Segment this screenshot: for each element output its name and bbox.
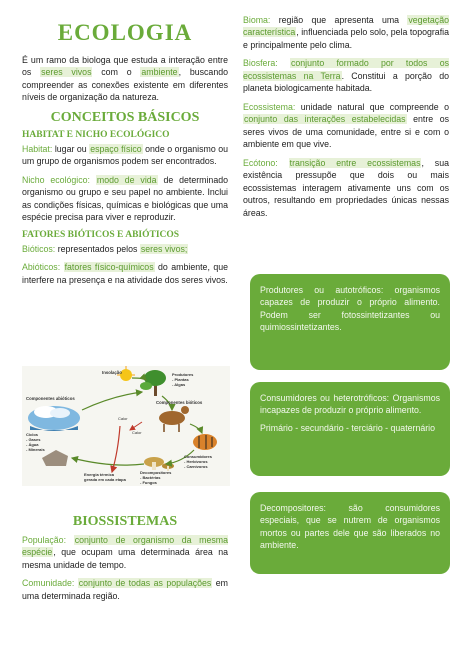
highlight: vegetação característica bbox=[243, 15, 449, 38]
intro-paragraph bbox=[22, 54, 228, 104]
text: de determinado organismo ou grupo e seu papel no ambiente. Inclui as condições físicas, químicas e biológicas que uma espécie precisa para viver e reproduzir. bbox=[22, 174, 229, 223]
label-consumidores-line: - Herbívoros bbox=[184, 459, 208, 464]
term-nicho: Nicho ecológico: bbox=[22, 174, 90, 185]
bioticos-paragraph bbox=[22, 243, 228, 255]
highlight: modo de vida bbox=[96, 174, 157, 185]
highlight: transição entre ecossistemas bbox=[289, 157, 421, 168]
label-insolacao: Insolação bbox=[102, 370, 122, 375]
intro-highlight-seres-vivos: seres vivos bbox=[41, 67, 92, 78]
label-ciclos bbox=[26, 432, 45, 452]
label-ciclos-line: - Minerais bbox=[26, 447, 45, 452]
label-calor: Calor bbox=[132, 430, 142, 435]
label-decompositores-line: - Fungos bbox=[140, 480, 157, 485]
intro-text: , buscando compreender as conexões existente em diferentes níveis de organização da natureza. bbox=[22, 67, 228, 103]
populacao-paragraph bbox=[22, 534, 228, 571]
term-biosfera: Biosfera: bbox=[243, 58, 278, 69]
text: do ambiente, que interfere na presença e na atividade dos seres vivos. bbox=[22, 262, 229, 285]
label-energia-line: Energia térmica bbox=[84, 472, 115, 477]
text: representados pelos bbox=[55, 243, 140, 254]
intro-text: É um ramo da biologa que estuda a interação entre os bbox=[22, 55, 228, 78]
habitat-paragraph bbox=[22, 143, 228, 168]
text bbox=[66, 535, 74, 545]
rock-icon bbox=[42, 450, 68, 466]
term-ecotono: Ecótono: bbox=[243, 157, 278, 168]
term-ecossistema: Ecossistema: bbox=[243, 101, 296, 112]
comunidade-paragraph bbox=[22, 577, 228, 602]
label-energia bbox=[84, 472, 127, 482]
term-comunidade: Comunidade: bbox=[22, 578, 75, 589]
tiger-icon bbox=[193, 434, 217, 450]
intro-text: com o bbox=[92, 67, 141, 78]
term-habitat: Habitat: bbox=[22, 143, 53, 154]
biossistemas-section bbox=[22, 508, 228, 608]
nicho-paragraph bbox=[22, 174, 228, 224]
highlight: conjunto das interações estabelecidas bbox=[244, 114, 406, 125]
subtitle-fatores: FATORES BIÓTICOS E ABIÓTICOS bbox=[22, 229, 180, 240]
deer-icon bbox=[159, 406, 189, 432]
label-ciclos-line: Ciclos bbox=[26, 432, 39, 437]
intro-highlight-ambiente: ambiente bbox=[141, 67, 178, 78]
label-ciclos-line: - Água bbox=[26, 442, 39, 447]
biosfera-paragraph bbox=[243, 57, 449, 94]
consumidores-text: Consumidores ou heterotróficos: Organismos incapazes de produzir o próprio alimento. bbox=[260, 393, 440, 416]
decompositores-box bbox=[250, 492, 450, 574]
term-bioticos: Bióticos: bbox=[22, 243, 56, 254]
ecotono-paragraph bbox=[243, 157, 449, 219]
highlight: seres vivos; bbox=[140, 243, 188, 254]
subtitle-habitat-nicho: HABITAT E NICHO ECOLÓGICO bbox=[22, 129, 170, 140]
text: unidade natural que compreende o bbox=[295, 101, 449, 112]
produtores-box bbox=[250, 274, 450, 370]
consumidores-levels: Primário - secundário - terciário - quaternário bbox=[260, 422, 436, 433]
label-componentes-bioticos: Componentes bióticos bbox=[156, 400, 203, 405]
left-column bbox=[22, 14, 228, 292]
label-produtores-line: - Algas bbox=[172, 382, 186, 387]
consumidores-box bbox=[250, 382, 450, 476]
label-consumidores-line: - Carnívoros bbox=[184, 464, 208, 469]
label-decompositores bbox=[140, 470, 172, 485]
ecossistema-paragraph bbox=[243, 101, 449, 151]
text: . Constitui a porção do planeta biologicamente habitada. bbox=[243, 70, 449, 94]
flow-arrows bbox=[72, 378, 202, 472]
label-decompositores-line: Decompositores bbox=[140, 470, 172, 475]
produtores-text: Produtores ou autotróficos: organismos capazes de produzir o próprio alimento. Podem ser fotossintetizantes ou quimiossintetizantes. bbox=[260, 285, 440, 333]
section-title-biossistemas: BIOSSISTEMAS bbox=[72, 514, 178, 529]
label-produtores-line: - Plantas bbox=[172, 377, 189, 382]
highlight: conjunto de todas as populações bbox=[78, 578, 212, 589]
label-consumidores-line: Consumidores bbox=[184, 454, 213, 459]
text bbox=[278, 58, 290, 68]
highlight: conjunto formado por todos os ecossistemas na Terra bbox=[243, 58, 449, 81]
text bbox=[278, 158, 289, 168]
label-decompositores-line: - Bactérias bbox=[140, 475, 161, 480]
text bbox=[90, 175, 96, 185]
label-produtores bbox=[172, 372, 194, 387]
text: onde o organismo ou um grupo de organismos podem ser encontrados. bbox=[22, 143, 229, 167]
text: , sua existência pressupõe que dois ou mais ecossistemas interagem ativamente uns com os outros, resultando em propriedades únicas nessas áreas. bbox=[243, 157, 449, 218]
label-ciclos-line: - Gases bbox=[26, 437, 41, 442]
section-title-conceitos: CONCEITOS BÁSICOS bbox=[50, 109, 200, 125]
ecosystem-diagram-svg bbox=[22, 366, 230, 486]
text: lugar ou bbox=[52, 143, 90, 154]
highlight: espaço físico bbox=[90, 143, 142, 154]
bioma-paragraph bbox=[243, 14, 449, 51]
term-populacao: População: bbox=[22, 535, 67, 545]
decompositores-text: Decompositores: são consumidores especiais, que se nutrem de organismos mortos ou partes dele que são liberados no ambiente. bbox=[260, 503, 440, 551]
label-calor: Calor bbox=[118, 416, 128, 421]
label-energia-line: gerada em cada etapa bbox=[84, 477, 126, 482]
label-produtores-line: Produtores bbox=[172, 372, 194, 377]
text: entre os seres vivos de uma comunidade, entre si e com o ambiente em que vive. bbox=[243, 114, 450, 150]
abioticos-paragraph bbox=[22, 261, 228, 286]
text: , influenciada pelo solo, pela topografia e principalmente pelo clima. bbox=[243, 27, 449, 50]
label-componentes-abioticos: Componentes abióticos bbox=[26, 396, 75, 401]
plant-icon bbox=[140, 370, 166, 396]
label-consumidores bbox=[184, 454, 213, 469]
ecosystem-diagram bbox=[22, 366, 230, 486]
term-bioma: Bioma: bbox=[243, 15, 271, 25]
text: região que apresenta uma bbox=[270, 15, 408, 25]
highlight: conjunto de organismo da mesma espécie bbox=[22, 535, 228, 558]
term-abioticos: Abióticos: bbox=[22, 262, 61, 273]
right-column bbox=[243, 14, 449, 225]
page-title: ECOLOGIA bbox=[57, 20, 193, 45]
water-cycle-icon bbox=[28, 406, 80, 431]
text: , que ocupam uma determinada área na mesma unidade de tempo. bbox=[22, 547, 228, 570]
text: em uma determinada região. bbox=[22, 578, 228, 601]
highlight: fatores físico-químicos bbox=[64, 262, 154, 273]
